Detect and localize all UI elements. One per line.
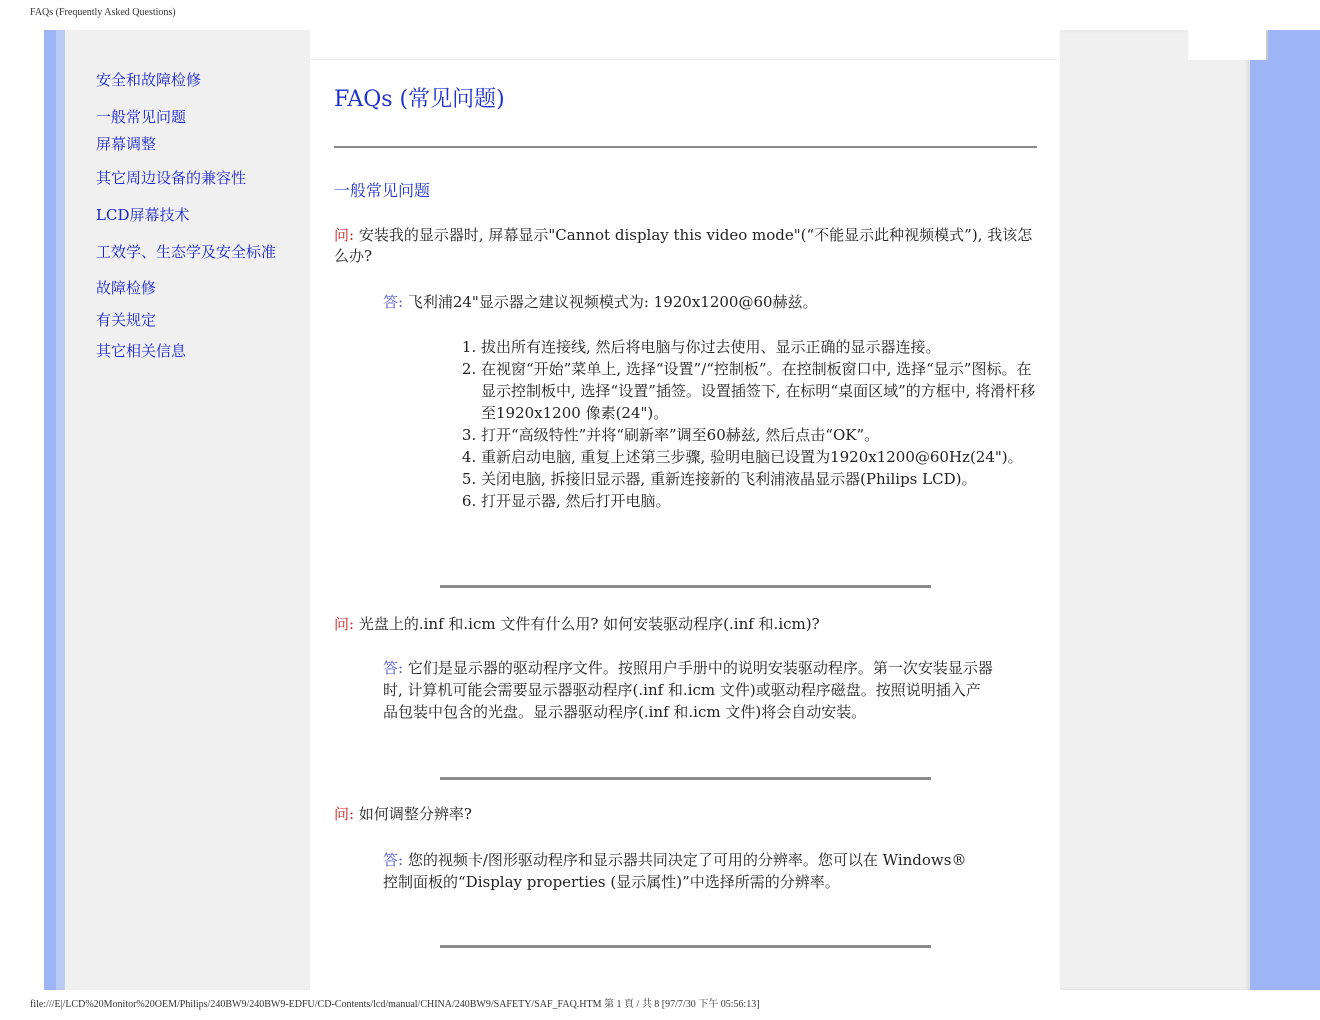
separator xyxy=(440,777,931,780)
nav-link-peripheral-compat[interactable]: 其它周边设备的兼容性 xyxy=(96,169,247,187)
nav-link-general-faq[interactable]: 一般常见问题 xyxy=(96,108,187,126)
list-item: 2. 在视窗“开始”菜单上, 选择“设置”/“控制板”。在控制板窗口中, 选择“显示”图标。在显示控制板中, 选择“设置”插签。设置插签下, 在标明“桌面区域”的方框中, 将滑杆移至1920x1200 像素(24")。 xyxy=(481,358,1041,424)
faq-question-3 xyxy=(334,804,1034,825)
separator xyxy=(440,585,931,588)
nav-link-lcd-technology[interactable]: LCD屏幕技术 xyxy=(96,206,190,224)
question-label: 问: xyxy=(334,615,355,633)
main-top-divider xyxy=(310,59,1058,60)
answer-text: 它们是显示器的驱动程序文件。按照用户手册中的说明安装驱动程序。第一次安装显示器时, 计算机可能会需要显示器驱动程序(.inf 和.icm 文件)或驱动程序磁盘。按照说明插入产品包装中包含的光盘。显示器驱动程序(.inf 和.icm 文件)将会自动安装。 xyxy=(383,659,993,721)
answer-text: 您的视频卡/图形驱动程序和显示器共同决定了可用的分辨率。您可以在 Windows® 控制面板的“Display properties (显示属性)”中选择所需的分辨率。 xyxy=(383,851,967,891)
answer-label: 答: xyxy=(383,851,404,869)
answer-label: 答: xyxy=(383,659,404,677)
question-text: 安装我的显示器时, 屏幕显示"Cannot display this video mode"(“不能显示此种视频模式”), 我该怎么办? xyxy=(334,226,1033,265)
nav-link-screen-adjustment[interactable]: 屏幕调整 xyxy=(96,135,157,153)
title-rule xyxy=(334,146,1037,148)
page-title: FAQs (常见问题) xyxy=(334,87,505,112)
faq-answer-1 xyxy=(383,291,983,313)
right-gray-panel xyxy=(1060,30,1250,990)
faq-question-1 xyxy=(334,225,1034,267)
question-label: 问: xyxy=(334,226,355,244)
faq-question-2 xyxy=(334,614,1034,635)
faq-answer-2 xyxy=(383,657,993,723)
question-text: 光盘上的.inf 和.icm 文件有什么用? 如何安装驱动程序(.inf 和.icm)? xyxy=(358,615,820,633)
nav-link-regulatory[interactable]: 有关规定 xyxy=(96,311,157,329)
nav-link-troubleshooting[interactable]: 故障检修 xyxy=(96,279,157,297)
answer-label: 答: xyxy=(383,293,404,311)
nav-link-other-info[interactable]: 其它相关信息 xyxy=(96,342,187,360)
list-item: 1. 拔出所有连接线, 然后将电脑与你过去使用、显示正确的显示器连接。 xyxy=(481,336,1041,358)
separator xyxy=(440,945,931,948)
list-item: 5. 关闭电脑, 拆接旧显示器, 重新连接新的飞利浦液晶显示器(Philips LCD)。 xyxy=(481,468,1041,490)
faq-answer-3 xyxy=(383,849,973,893)
left-blue-bar xyxy=(44,30,65,990)
steps-list xyxy=(460,336,1041,512)
list-item: 6. 打开显示器, 然后打开电脑。 xyxy=(481,490,1041,512)
print-footer: file:///E|/LCD%20Monitor%20OEM/Philips/240BW9/240BW9-EDFU/CD-Contents/lcd/manual/CHINA/240BW9/SAFETY/SAF_FAQ.HTM 第 1 頁 / 共 8 [97/7/30 下午 05:56:13] xyxy=(30,999,760,1010)
section-title: 一般常见问题 xyxy=(334,181,431,200)
print-header: FAQs (Frequently Asked Questions) xyxy=(30,7,176,18)
list-item: 3. 打开“高级特性”并将“刷新率”调至60赫兹, 然后点击“OK”。 xyxy=(481,424,1041,446)
right-blue-bar xyxy=(1250,60,1320,990)
question-label: 问: xyxy=(334,805,355,823)
nav-link-ergonomics-standards[interactable]: 工效学、生态学及安全标准 xyxy=(96,243,277,261)
right-top-tab xyxy=(1188,30,1268,60)
right-blue-bar-top xyxy=(1268,30,1320,60)
nav-link-safety-troubleshooting[interactable]: 安全和故障检修 xyxy=(96,71,202,89)
question-text: 如何调整分辨率? xyxy=(358,805,472,823)
answer-text: 飞利浦24"显示器之建议视频模式为: 1920x1200@60赫兹。 xyxy=(407,293,818,311)
list-item: 4. 重新启动电脑, 重复上述第三步骤, 验明电脑已设置为1920x1200@60Hz(24")。 xyxy=(481,446,1041,468)
